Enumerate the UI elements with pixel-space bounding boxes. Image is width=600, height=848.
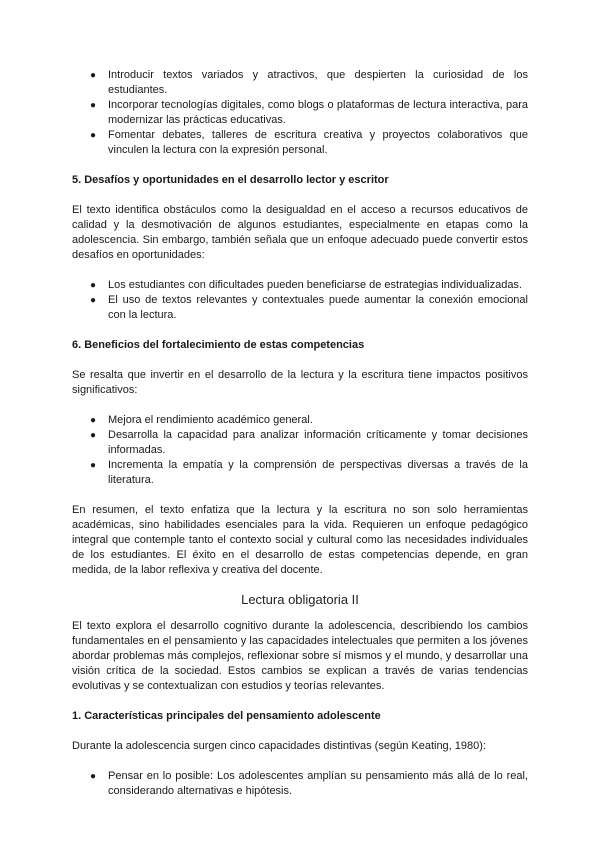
bullet-icon: ● xyxy=(89,415,97,426)
bullet-icon: ● xyxy=(89,295,97,306)
bullet-icon: ● xyxy=(89,100,97,111)
section6-list xyxy=(72,413,528,488)
list-item: ● Introducir textos variados y atractivos, que despierten la curiosidad de los estudiantes. xyxy=(89,69,528,96)
bullet-icon: ● xyxy=(89,280,97,291)
bullet-icon: ● xyxy=(89,130,97,141)
bullet-icon: ● xyxy=(89,460,97,471)
section5-heading: 5. Desafíos y oportunidades en el desarrollo lector y escritor xyxy=(72,174,389,186)
reading2-intro: El texto explora el desarrollo cognitivo durante la adolescencia, describiendo los cambios fundamentales en el pensamiento y las capacidades intelectuales que permiten a los jóvenes abordar problemas más complejos, reflexionar sobre sí mismos y el mundo, y desarrollar una visión crítica de la sociedad. Estos cambios se explican a través de varias tendencias evolutivas y se contextualizan con estudios y teorías relevantes. xyxy=(72,620,528,692)
list-item: ● Los estudiantes con dificultades pueden beneficiarse de estrategias individualizadas. xyxy=(89,279,522,291)
list-item: ● Fomentar debates, talleres de escritura creativa y proyectos colaborativos que vinculen la lectura con la expresión personal. xyxy=(89,129,528,156)
list-item: ● El uso de textos relevantes y contextuales puede aumentar la conexión emocional con la lectura. xyxy=(89,294,528,321)
list-item: ● Pensar en lo posible: Los adolescentes amplían su pensamiento más allá de lo real, considerando alternativas e hipótesis. xyxy=(89,770,528,797)
section5-paragraph: El texto identifica obstáculos como la desigualdad en el acceso a recursos educativos de calidad y la desmotivación de algunos estudiantes, especialmente en etapas como la adolescencia. Sin embargo, también señala que un enfoque adecuado puede convertir estos desafíos en oportunidades: xyxy=(72,204,528,261)
list-item: ● Mejora el rendimiento académico general. xyxy=(89,414,313,426)
top-bullet-list xyxy=(72,68,528,158)
list-item: ● Desarrolla la capacidad para analizar información críticamente y tomar decisiones informadas. xyxy=(89,429,528,456)
section5-list xyxy=(72,278,528,323)
bullet-icon: ● xyxy=(89,70,97,81)
bullet-icon: ● xyxy=(89,771,97,782)
reading2-paragraph1: Durante la adolescencia surgen cinco capacidades distintivas (según Keating, 1980): xyxy=(72,740,486,752)
reading2-list1 xyxy=(72,769,528,799)
section6-paragraph: Se resalta que invertir en el desarrollo de la lectura y la escritura tiene impactos positivos significativos: xyxy=(72,369,528,396)
reading2-heading1: 1. Características principales del pensamiento adolescente xyxy=(72,710,381,722)
bullet-icon: ● xyxy=(89,430,97,441)
list-item: ● Incorporar tecnologías digitales, como blogs o plataformas de lectura interactiva, para modernizar las prácticas educativas. xyxy=(89,99,528,126)
list-item: ● Incrementa la empatía y la comprensión de perspectivas diversas a través de la literatura. xyxy=(89,459,528,486)
section6-heading: 6. Beneficios del fortalecimiento de estas competencias xyxy=(72,339,365,351)
reading2-title: Lectura obligatoria II xyxy=(241,592,359,607)
document-page xyxy=(72,68,528,799)
summary-paragraph: En resumen, el texto enfatiza que la lectura y la escritura no son solo herramientas académicas, sino habilidades esenciales para la vida. Requieren un enfoque pedagógico integral que contemple tanto el contexto social y cultural como las necesidades individuales de los estudiantes. El éxito en el desarrollo de estas competencias depende, en gran medida, de la labor reflexiva y creativa del docente. xyxy=(72,504,528,576)
